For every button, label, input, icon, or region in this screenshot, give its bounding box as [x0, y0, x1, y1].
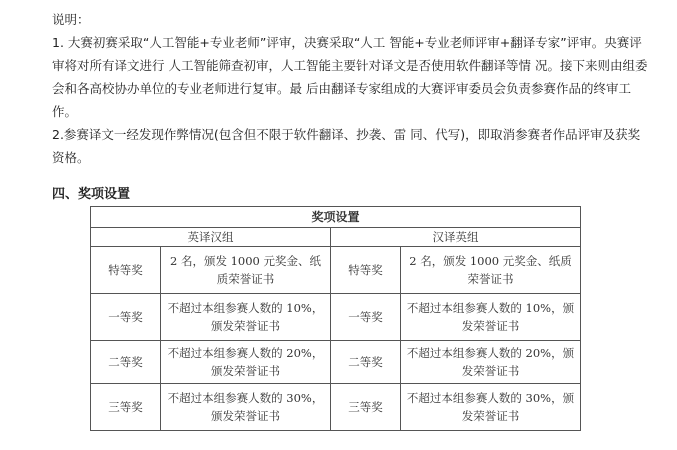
prize-name: 特等奖: [331, 247, 401, 294]
table-row: [91, 341, 581, 384]
prize-description: 不超过本组参赛人数的 10%，颁发荣誉证书: [401, 294, 581, 341]
notes-item-2: 2.参赛译文一经发现作弊情况(包含但不限于软件翻译、抄袭、雷 同、代写)，即取消参赛者作品评审及获奖资格。: [52, 127, 641, 165]
table-caption: 奖项设置: [91, 207, 581, 228]
group-header-zh-en: 汉译英组: [331, 228, 581, 247]
prize-name: 特等奖: [91, 247, 161, 294]
notes-item-1: 1. 大赛初赛采取“人工智能+专业老师”评审，决赛采取“人工 智能+专业老师评审+翻译专家”评审。央赛评审将对所有译文进行 人工智能筛查初审，人工智能主要针对译文是否使用软件翻译等情 况。接下来则由组委会和各高校协办单位的专业老师进行复审。最 后由翻译专家组成的大赛评审委员会负责参赛作品的终审工作。: [52, 35, 648, 119]
prize-description: 不超过本组参赛人数的 30%，颁发荣誉证书: [161, 384, 331, 431]
prize-description: 2 名，颁发 1000 元奖金、纸质荣誉证书: [401, 247, 581, 294]
section-title: 四、奖项设置: [52, 187, 131, 202]
prize-description: 不超过本组参赛人数的 10%，颁发荣誉证书: [161, 294, 331, 341]
prize-description: 2 名，颁发 1000 元奖金、纸质荣誉证书: [161, 247, 331, 294]
table-row: [91, 294, 581, 341]
prize-name: 二等奖: [331, 341, 401, 384]
table-row: [91, 384, 581, 431]
notes-heading: 说明：: [52, 12, 90, 27]
table-row: [91, 247, 581, 294]
notes-block: [52, 8, 652, 169]
prize-name: 三等奖: [331, 384, 401, 431]
awards-table: [90, 206, 581, 431]
group-header-en-zh: 英译汉组: [91, 228, 331, 247]
prize-name: 一等奖: [331, 294, 401, 341]
prize-name: 二等奖: [91, 341, 161, 384]
prize-description: 不超过本组参赛人数的 30%，颁发荣誉证书: [401, 384, 581, 431]
prize-description: 不超过本组参赛人数的 20%，颁发荣誉证书: [161, 341, 331, 384]
prize-name: 一等奖: [91, 294, 161, 341]
prize-description: 不超过本组参赛人数的 20%，颁发荣誉证书: [401, 341, 581, 384]
prize-name: 三等奖: [91, 384, 161, 431]
